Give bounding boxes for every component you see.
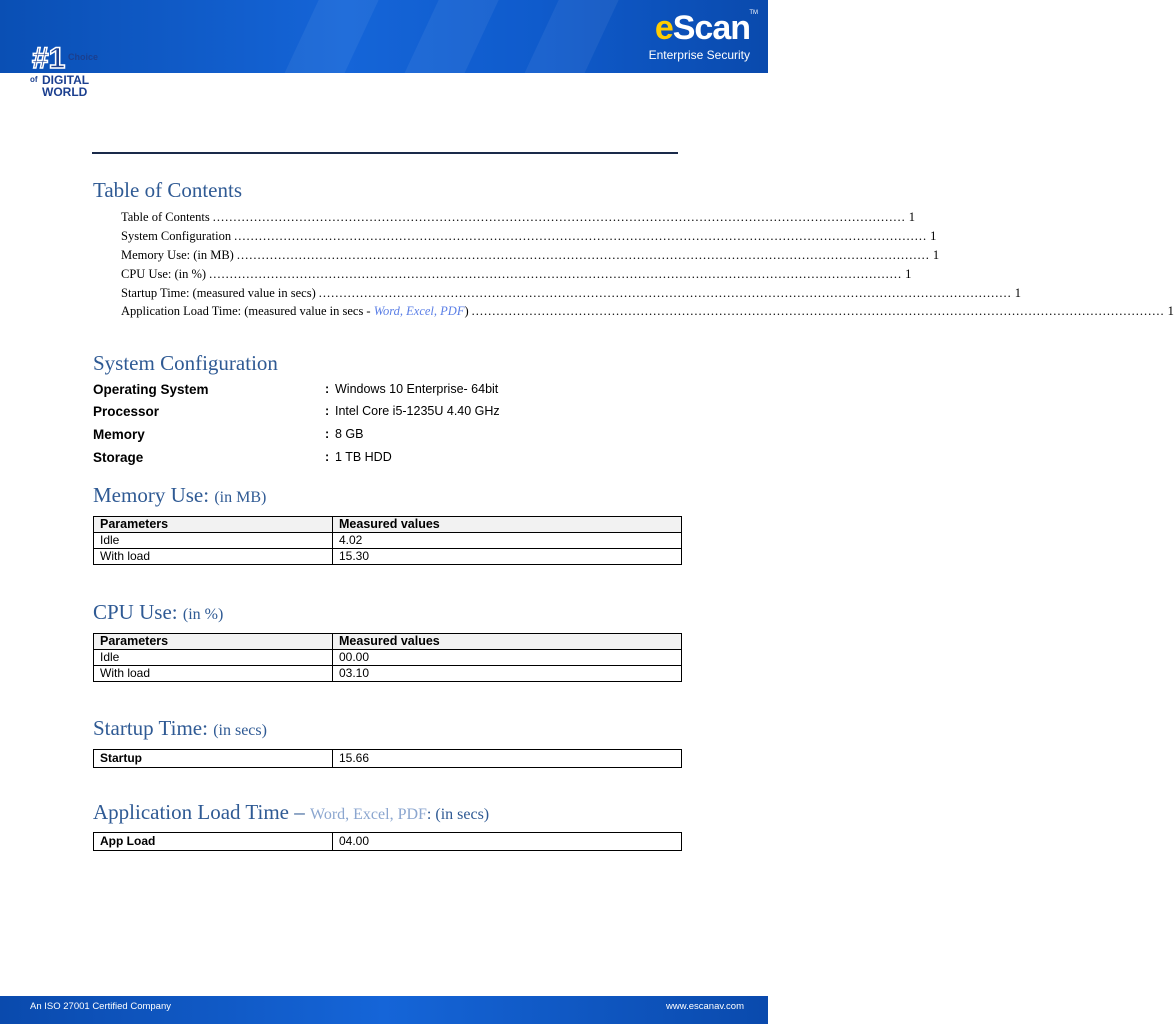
table-cell: App Load [94,833,333,851]
table-cell: Idle [94,650,333,666]
header-stripe [392,0,508,100]
badge-digital: DIGITAL [42,73,90,87]
config-value: Windows 10 Enterprise- 64bit [335,382,499,396]
number-one-choice-badge-icon [28,38,104,102]
toc-page-number: 1 [930,229,937,243]
table-header-cell: Parameters [94,517,333,533]
table-cell: With load [94,549,333,565]
table-header-row [94,517,682,533]
toc-page-number: 1 [905,267,912,281]
table-header-cell: Measured values [333,517,682,533]
header-stripe [272,0,388,100]
cpu-unit: (in %) [182,606,224,623]
table-row [94,549,682,565]
table-header-cell: Parameters [94,634,333,650]
brand-prefix: e [654,9,673,47]
footer-website-link[interactable]: www.escanav.com [666,1001,744,1012]
badge-choice: Choice [68,52,99,62]
app-load-table [93,832,682,851]
memory-unit: (in MB) [214,489,267,506]
toc-label-close: ) [464,304,469,318]
toc-label-apps: Word, Excel, PDF [373,304,465,318]
toc-leader: ........................................................................................................................................................................ [318,286,1012,300]
table-cell: 15.66 [333,750,682,768]
table-cell: With load [94,666,333,682]
config-value: Intel Core i5-1235U 4.40 GHz [335,404,500,418]
toc-entry[interactable] [121,264,912,282]
toc-leader: ........................................................................................................................................................................ [212,210,906,224]
table-row [94,750,682,768]
table-cell: 4.02 [333,533,682,549]
cpu-title: CPU Use: [93,600,178,624]
toc-entry[interactable] [121,283,1022,301]
cpu-use-heading [93,600,223,625]
config-colon: : [325,404,330,418]
table-row [94,533,682,549]
badge-world: WORLD [42,85,88,99]
config-key: Storage [93,450,144,465]
toc-entry[interactable] [121,245,940,263]
startup-table [93,749,682,768]
table-header-cell: Measured values [333,634,682,650]
memory-use-heading [93,483,266,508]
table-row [94,833,682,851]
table-cell: Idle [94,533,333,549]
cpu-table [93,633,682,682]
startup-title: Startup Time: [93,716,208,740]
app-load-title: Application Load Time – [93,800,310,824]
app-load-apps: Word, Excel, PDF [310,806,427,823]
toc-label-text: Application Load Time: (measured value in secs - [121,304,374,318]
config-key: Memory [93,427,145,442]
table-cell: 03.10 [333,666,682,682]
toc-entry-label [121,304,469,319]
title-rule [92,152,678,154]
toc-heading: Table of Contents [93,178,242,202]
badge-number: #1 [32,42,66,75]
badge-of: of [30,75,38,84]
toc-entry-label: Memory Use: (in MB) [121,248,234,262]
table-cell: 00.00 [333,650,682,666]
config-key: Operating System [93,382,209,397]
toc-entry-label: CPU Use: (in %) [121,267,207,281]
table-row [94,666,682,682]
toc-page-number: 1 [1167,304,1174,318]
memory-table [93,516,682,565]
app-load-colon: : [426,806,436,823]
table-header-row [94,634,682,650]
config-colon: : [325,427,330,441]
memory-title: Memory Use: [93,483,210,507]
app-load-heading [93,800,489,825]
table-cell: Startup [94,750,333,768]
table-row [94,650,682,666]
brand-tagline: Enterprise Security [648,48,750,62]
toc-leader: ........................................................................................................................................................................ [234,229,928,243]
toc-leader: ........................................................................................................................................................................ [471,304,1165,318]
toc-leader: ........................................................................................................................................................................ [236,248,930,262]
toc-entry[interactable] [121,207,915,225]
toc-entry-label: Startup Time: (measured value in secs) [121,286,316,300]
escan-logo [648,9,758,62]
toc-page-number: 1 [908,210,915,224]
table-cell: 15.30 [333,549,682,565]
trademark: TM [749,10,758,16]
config-value: 1 TB HDD [335,450,392,464]
system-config-heading: System Configuration [93,351,278,375]
startup-time-heading [93,716,267,741]
toc-page-number: 1 [932,248,940,262]
startup-unit: (in secs) [213,722,267,739]
toc-entry-label: Table of Contents [121,210,210,224]
toc-page-number: 1 [1014,286,1022,300]
config-value: 8 GB [335,427,364,441]
toc-entry-label: System Configuration [121,229,232,243]
page-footer [0,996,768,1024]
brand-name: Scan [672,9,750,47]
header-stripe [512,0,628,100]
table-cell: 04.00 [333,833,682,851]
toc-entry[interactable] [121,226,937,244]
config-colon: : [325,450,330,464]
config-key: Processor [93,404,160,419]
app-load-unit: (in secs) [435,806,490,823]
toc-leader: ........................................................................................................................................................................ [209,267,903,281]
footer-certification: An ISO 27001 Certified Company [30,1001,171,1012]
page-header [0,0,768,73]
config-colon: : [325,382,330,396]
toc-entry[interactable] [121,301,1174,319]
